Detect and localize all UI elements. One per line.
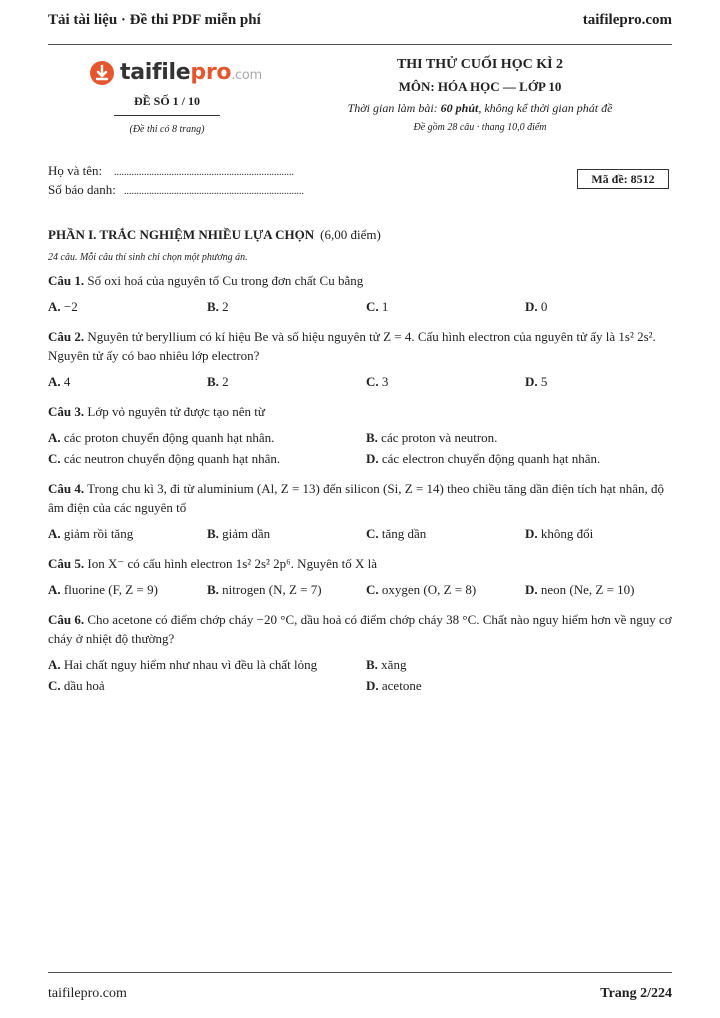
option-c[interactable]: C. oxygen (O, Z = 8) [366,582,477,597]
option-a[interactable]: A. giảm rồi tăng [48,526,134,541]
option-d[interactable]: D. không đổi [525,526,594,541]
option-b[interactable]: B. 2 [207,299,229,314]
option-b[interactable]: B. nitrogen (N, Z = 7) [207,582,322,597]
option-c[interactable]: C. 3 [366,374,389,389]
option-d[interactable]: D. các electron chuyển động quanh hạt nhân. [366,451,601,466]
header-left-text: Tải tài liệu · Đề thi PDF miễn phí [48,12,261,28]
section-heading: PHẦN I. TRẮC NGHIỆM NHIỀU LỰA CHỌN (6,00 điểm) [48,227,381,242]
option-a[interactable]: A. fluorine (F, Z = 9) [48,582,158,597]
option-c[interactable]: C. dầu hoả [48,678,105,693]
header-divider [48,44,672,45]
exam-title: THI THỬ CUỐI HỌC KÌ 2 [396,57,564,72]
option-b[interactable]: B. 2 [207,374,229,389]
name-label: Họ và tên: [48,163,103,178]
option-c[interactable]: C. tăng dần [366,526,427,541]
page-number: Trang 2/224 [600,986,672,1001]
question-2: Câu 2. Nguyên tử beryllium có kí hiệu Be và số hiệu nguyên tử Z = 4. Cấu hình electron của nguyên tử ấy là 1s² 2s². Nguyên tử ấy có bao nhiêu lớp electron? [48,329,656,363]
download-icon [90,61,114,85]
question-6: Câu 6. Cho acetone có điểm chớp cháy −20 °C, dầu hoả có điểm chớp cháy 38 °C. Chất nào nguy hiểm hơn về nguy cơ cháy ở nhiệt độ thường? [48,612,672,646]
exam-number: ĐỀ SỐ 1 / 10 [133,94,200,108]
id-field [48,182,304,198]
page-footer [48,986,672,1002]
exam-time: Thời gian làm bài: 60 phút, không kể thời gian phát đề [347,101,613,115]
option-d[interactable]: D. 0 [525,299,548,314]
exam-info: Đề gồm 28 câu · thang 10,0 điểm [413,122,547,133]
exam-subject: MÔN: HÓA HỌC — LỚP 10 [398,79,562,94]
option-b[interactable]: B. các proton và neutron. [366,430,498,445]
name-field [48,163,294,179]
question-1: Câu 1. Số oxi hoá của nguyên tố Cu trong đơn chất Cu bằng [48,273,364,288]
option-a[interactable]: A. 4 [48,374,71,389]
section-instruction: 24 câu. Mỗi câu thí sinh chỉ chọn một phương án. [48,252,248,263]
brand-logo [90,60,262,85]
option-c[interactable]: C. các neutron chuyển động quanh hạt nhân. [48,451,281,466]
question-3: Câu 3. Lớp vỏ nguyên tử được tạo nên từ [48,404,265,419]
footer-divider [48,972,672,973]
option-d[interactable]: D. neon (Ne, Z = 10) [525,582,635,597]
option-a[interactable]: A. các proton chuyển động quanh hạt nhân. [48,430,275,445]
id-label: Số báo danh: [48,182,116,197]
exam-number-divider [114,115,220,116]
question-5: Câu 5. Ion X⁻ có cấu hình electron 1s² 2s² 2p⁶. Nguyên tố X là [48,556,377,571]
page-header [48,12,672,34]
option-a[interactable]: A. Hai chất nguy hiểm như nhau vì đều là chất lỏng [48,657,318,672]
id-dots: ........................................................................ [124,186,304,197]
brand-name: taifilepro.com [120,60,262,85]
name-dots: ........................................................................ [114,167,294,178]
exam-code-box: Mã đề: 8512 [577,169,669,189]
question-4: Câu 4. Trong chu kì 3, đi từ aluminium (Al, Z = 13) đến silicon (Si, Z = 14) theo chiều tăng dần điện tích hạt nhân, độ âm điện của các nguyên tố [48,481,665,515]
option-a[interactable]: A. −2 [48,299,78,314]
option-d[interactable]: D. 5 [525,374,548,389]
option-d[interactable]: D. acetone [366,678,422,693]
footer-site-link[interactable]: taifilepro.com [48,986,127,1001]
exam-page-count: (Đề thi có 8 trang) [129,124,205,135]
option-b[interactable]: B. xăng [366,657,407,672]
option-c[interactable]: C. 1 [366,299,389,314]
header-site-link[interactable]: taifilepro.com [582,12,672,28]
option-b[interactable]: B. giảm dần [207,526,271,541]
